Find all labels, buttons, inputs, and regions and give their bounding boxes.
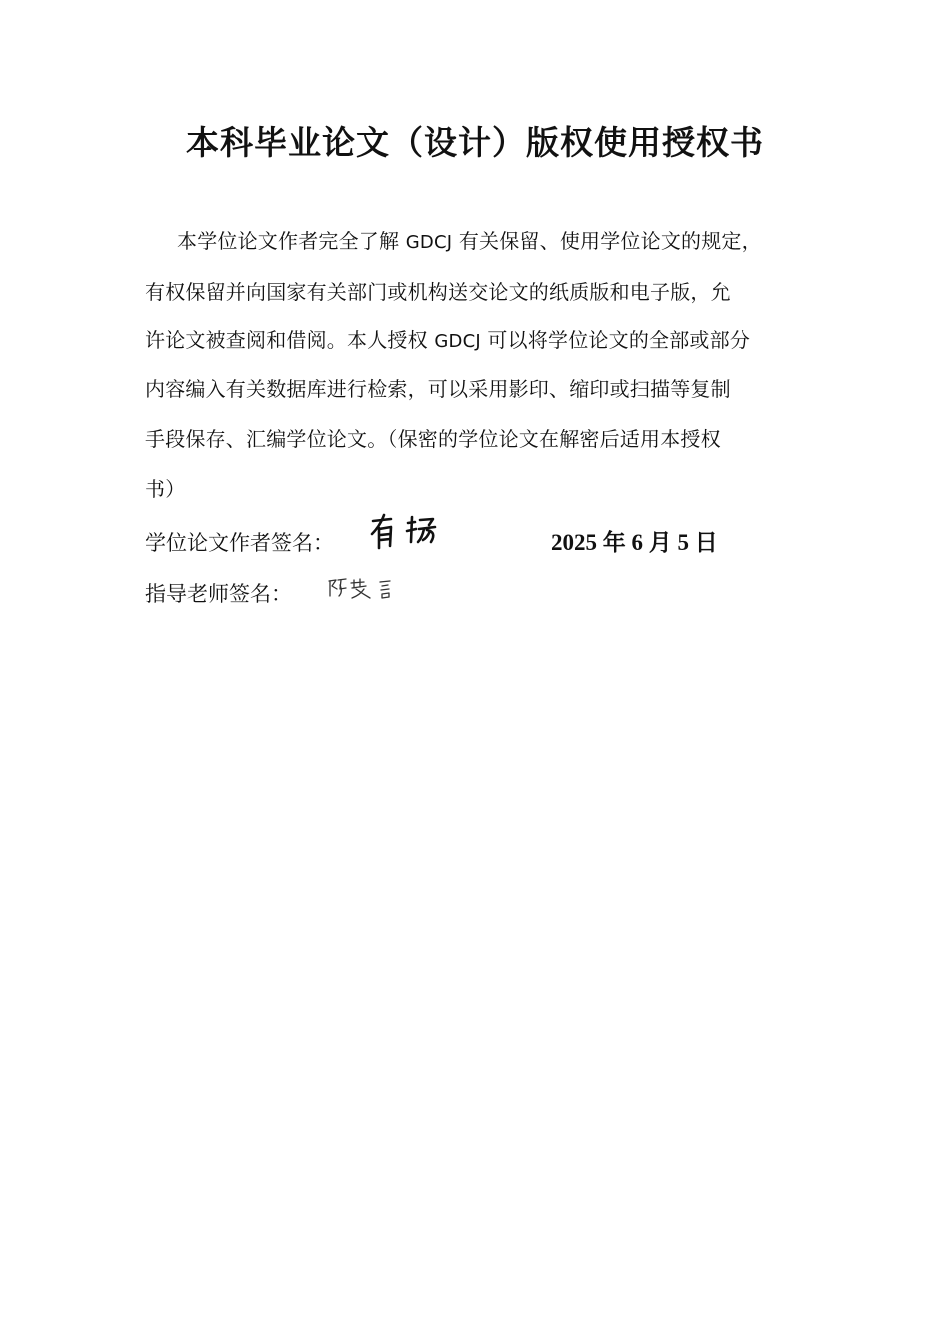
body-line-1 — [177, 226, 877, 258]
body-line-4 — [145, 374, 845, 404]
body-text: 手段保存、汇编学位论文。（保密的学位论文在解密后适用本授权 — [145, 427, 721, 451]
signature-date: 2025 年 6 月 5 日 — [551, 530, 718, 555]
body-line-6 — [145, 474, 845, 504]
body-line-3 — [145, 325, 845, 357]
body-line-2 — [145, 277, 845, 307]
advisor-handwritten-signature — [326, 576, 398, 602]
body-text: 许论文被查阅和借阅。本人授权 — [145, 328, 435, 352]
advisor-signature-label: 指导老师签名： — [145, 582, 292, 606]
body-text: 可以将学位论文的全部或部分 — [480, 328, 751, 352]
author-signature-label: 学位论文作者签名： — [145, 531, 334, 555]
body-line-5 — [145, 424, 845, 454]
author-handwritten-signature — [365, 512, 443, 552]
body-text-latin: GDCJ — [405, 232, 453, 253]
body-text: 有权保留并向国家有关部门或机构送交论文的纸质版和电子版，允 — [145, 280, 731, 304]
body-text: 书） — [145, 477, 186, 501]
body-text-latin: GDCJ — [434, 331, 481, 352]
body-text: 内容编入有关数据库进行检索，可以采用影印、缩印或扫描等复制 — [145, 377, 731, 401]
body-text: 有关保留、使用学位论文的规定， — [452, 229, 762, 253]
body-text: 本学位论文作者完全了解 — [177, 229, 406, 253]
document-title: 本科毕业论文（设计）版权使用授权书 — [186, 123, 764, 162]
